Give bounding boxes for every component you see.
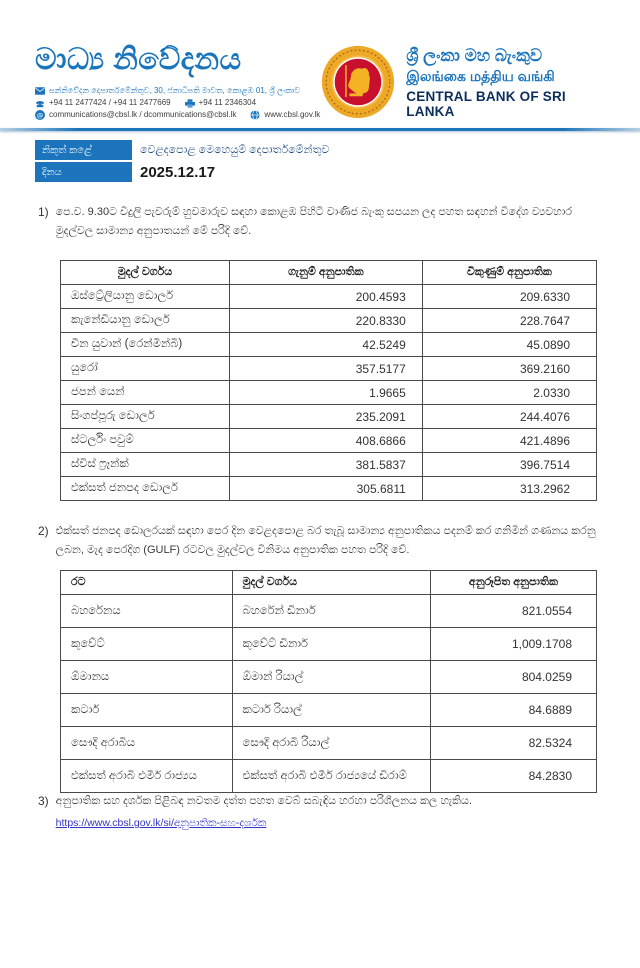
globe-icon — [250, 110, 260, 120]
column-header: විකුණුම් අනුපාතික — [422, 261, 596, 285]
exchange-table-header-row — [61, 261, 597, 285]
phone-icon — [35, 98, 45, 108]
table-row — [61, 381, 597, 405]
table-cell: 313.2962 — [422, 477, 596, 501]
header — [35, 44, 612, 122]
table-cell: කුවේට් ඩිනාර් — [232, 628, 430, 661]
table-cell: 1,009.1708 — [430, 628, 596, 661]
paragraph-3 — [38, 792, 605, 834]
bank-name-tamil: இலங்கை மத்திய வங்கி — [406, 67, 555, 84]
table-cell: චීන යුවාන් (රෙන්මින්බි) — [61, 333, 230, 357]
paragraph-3-number: 3) — [38, 794, 49, 808]
paragraph-1-number: 1) — [38, 205, 49, 219]
table-cell: 2.0330 — [422, 381, 596, 405]
table-cell: 408.6866 — [229, 429, 422, 453]
issued-by-row — [35, 140, 329, 160]
table-cell: 369.2160 — [422, 357, 596, 381]
exchange-rates-table — [60, 260, 597, 501]
table-cell: ඕමානය — [61, 661, 233, 694]
masthead — [35, 44, 320, 122]
table-row — [61, 661, 597, 694]
table-cell: 421.4896 — [422, 429, 596, 453]
email-addresses: communications@cbsl.lk / dcommunications@cbsl.lk — [49, 110, 237, 120]
gulf-rates-table — [60, 570, 597, 793]
table-row — [61, 405, 597, 429]
gulf-table-header-row — [61, 571, 597, 595]
date-value: 2025.12.17 — [140, 163, 216, 181]
table-cell: 381.5837 — [229, 453, 422, 477]
address-text: සන්නිවේදන දෙපාර්තමේන්තුව, 30, ජනාධිපති මාවත, කොළඹ 01, ශ්‍රී ලංකාව — [49, 85, 301, 95]
header-divider — [0, 128, 640, 131]
website-url: www.cbsl.gov.lk — [264, 110, 321, 120]
table-row — [61, 453, 597, 477]
table-cell: 1.9665 — [229, 381, 422, 405]
table-row — [61, 694, 597, 727]
column-header: රට — [61, 571, 233, 595]
table-row — [61, 477, 597, 501]
table-cell: 45.0890 — [422, 333, 596, 357]
table-row — [61, 628, 597, 661]
fax-icon — [185, 98, 195, 108]
table-cell: 209.6330 — [422, 285, 596, 309]
table-cell: 228.7647 — [422, 309, 596, 333]
date-label: දිනය — [35, 162, 132, 182]
table-cell: කටාර් රියාල් — [232, 694, 430, 727]
paragraph-2 — [38, 522, 605, 561]
table-cell: ස්ටර්ලිං පවුම් — [61, 429, 230, 453]
paragraph-3-text — [56, 792, 472, 834]
table-cell: බහරේනය — [61, 595, 233, 628]
table-cell: කටාර් — [61, 694, 233, 727]
column-header: අනුරූපිත අනුපාතික — [430, 571, 596, 595]
table-cell: සෞදි අරාබිය — [61, 727, 233, 760]
table-cell: 804.0259 — [430, 661, 596, 694]
table-cell: 220.8330 — [229, 309, 422, 333]
table-cell: ඔස්ට්‍රේලියානු ඩොලර් — [61, 285, 230, 309]
meta-block — [35, 140, 329, 184]
cbsl-logo-icon — [320, 44, 396, 120]
column-header: මුදල් වර්ගය — [232, 571, 430, 595]
column-header: මුදල් වර්ගය — [61, 261, 230, 285]
bank-brand — [320, 44, 612, 120]
svg-text:@: @ — [36, 111, 44, 120]
table-cell: යුරෝ — [61, 357, 230, 381]
page-title: මාධ්‍ය නිවේදනය — [35, 43, 242, 76]
email-line — [35, 109, 320, 121]
table-cell: 357.5177 — [229, 357, 422, 381]
table-row — [61, 760, 597, 793]
paragraph-2-text: එක්සත් ජනපද ඩොලරයක් සඳහා පෙර දින වෙළදපොළ බර තැබූ සාමාන්‍ය අනුපාතිකය පදනම් කර ගනිමින් ගණනය කරනු ලබන, මැද පෙරදිග (GULF) රටවල මුදල්වල විනිමය අනුපාතික පහත පරිදි වේ. — [55, 525, 596, 557]
paragraph-1 — [38, 203, 605, 242]
paragraph-3-body: අනුපාතික සහ දර්ශක පිළිබඳ නවතම දත්ත පහත වෙබ් සබැඳිය හරහා පරිශීලනය කල හැකිය. — [55, 795, 472, 807]
issued-by-value: වෙළදපොළ මෙහෙයුම් දෙපාර්තමේන්තුව — [140, 143, 330, 156]
table-cell: 396.7514 — [422, 453, 596, 477]
table-cell: 82.5324 — [430, 727, 596, 760]
table-cell: 84.6889 — [430, 694, 596, 727]
table-cell: එක්සත් ජනපද ඩොලර් — [61, 477, 230, 501]
table-cell: ඕමාන් රියාල් — [232, 661, 430, 694]
table-cell: 821.0554 — [430, 595, 596, 628]
date-row — [35, 162, 329, 182]
paragraph-1-text: පෙ.ව. 9.30ට විදුලි පැවරුම් හුවමාරුව සඳහා කොළඹ පිහිටි වාණිජ බැංකු සපයන ලද පහත සඳහන් විදේශ ව්‍යවහාර මුදල්වල සාමාන්‍ය අනුපාතයන් මේ පරිදි වේ. — [55, 206, 573, 238]
table-row — [61, 429, 597, 453]
table-row — [61, 727, 597, 760]
table-cell: කැනේඩියානු ඩොලර් — [61, 309, 230, 333]
table-cell: 42.5249 — [229, 333, 422, 357]
table-cell: එක්සත් අරාබි එමීර් රාජ්‍යයේ ඩිරාම් — [232, 760, 430, 793]
bank-names — [406, 46, 612, 119]
table-cell: එක්සත් අරාබි එමීර් රාජ්‍යය — [61, 760, 233, 793]
bank-name-sinhala: ශ්‍රී ලංකා මහ බැංකුව — [406, 45, 543, 65]
paragraph-2-number: 2) — [38, 524, 49, 538]
table-cell: 244.4076 — [422, 405, 596, 429]
table-cell: 200.4593 — [229, 285, 422, 309]
table-cell: 84.2830 — [430, 760, 596, 793]
email-icon — [35, 110, 45, 120]
table-row — [61, 309, 597, 333]
table-row — [61, 595, 597, 628]
table-cell: ජපන් යෙන් — [61, 381, 230, 405]
table-cell: ස්විස් ෆ්‍රෑන්ක් — [61, 453, 230, 477]
phone-line — [35, 97, 320, 109]
table-cell: 305.6811 — [229, 477, 422, 501]
fax-number: +94 11 2346304 — [198, 97, 257, 107]
table-cell: කුවේට් — [61, 628, 233, 661]
table-cell: බහරේන් ඩිනාර් — [232, 595, 430, 628]
issued-by-label: නිකුත් කළේ — [35, 140, 132, 160]
table-cell: 235.2091 — [229, 405, 422, 429]
phone-numbers: +94 11 2477424 / +94 11 2477669 — [49, 97, 171, 107]
table-row — [61, 285, 597, 309]
bank-name-english: CENTRAL BANK OF SRI LANKA — [406, 88, 566, 119]
table-cell: සිංගප්පූරු ඩොලර් — [61, 405, 230, 429]
table-cell: සෞදි අරාබි රියාල් — [232, 727, 430, 760]
table-row — [61, 333, 597, 357]
table-row — [61, 357, 597, 381]
column-header: ගැනුම් අනුපාතික — [229, 261, 422, 285]
mail-icon — [35, 86, 45, 96]
contact-block — [35, 85, 320, 122]
address-line — [35, 85, 320, 97]
rates-indicators-link[interactable]: https://www.cbsl.gov.lk/si/අනුපාතික-සහ-දර්ශක — [55, 817, 267, 830]
